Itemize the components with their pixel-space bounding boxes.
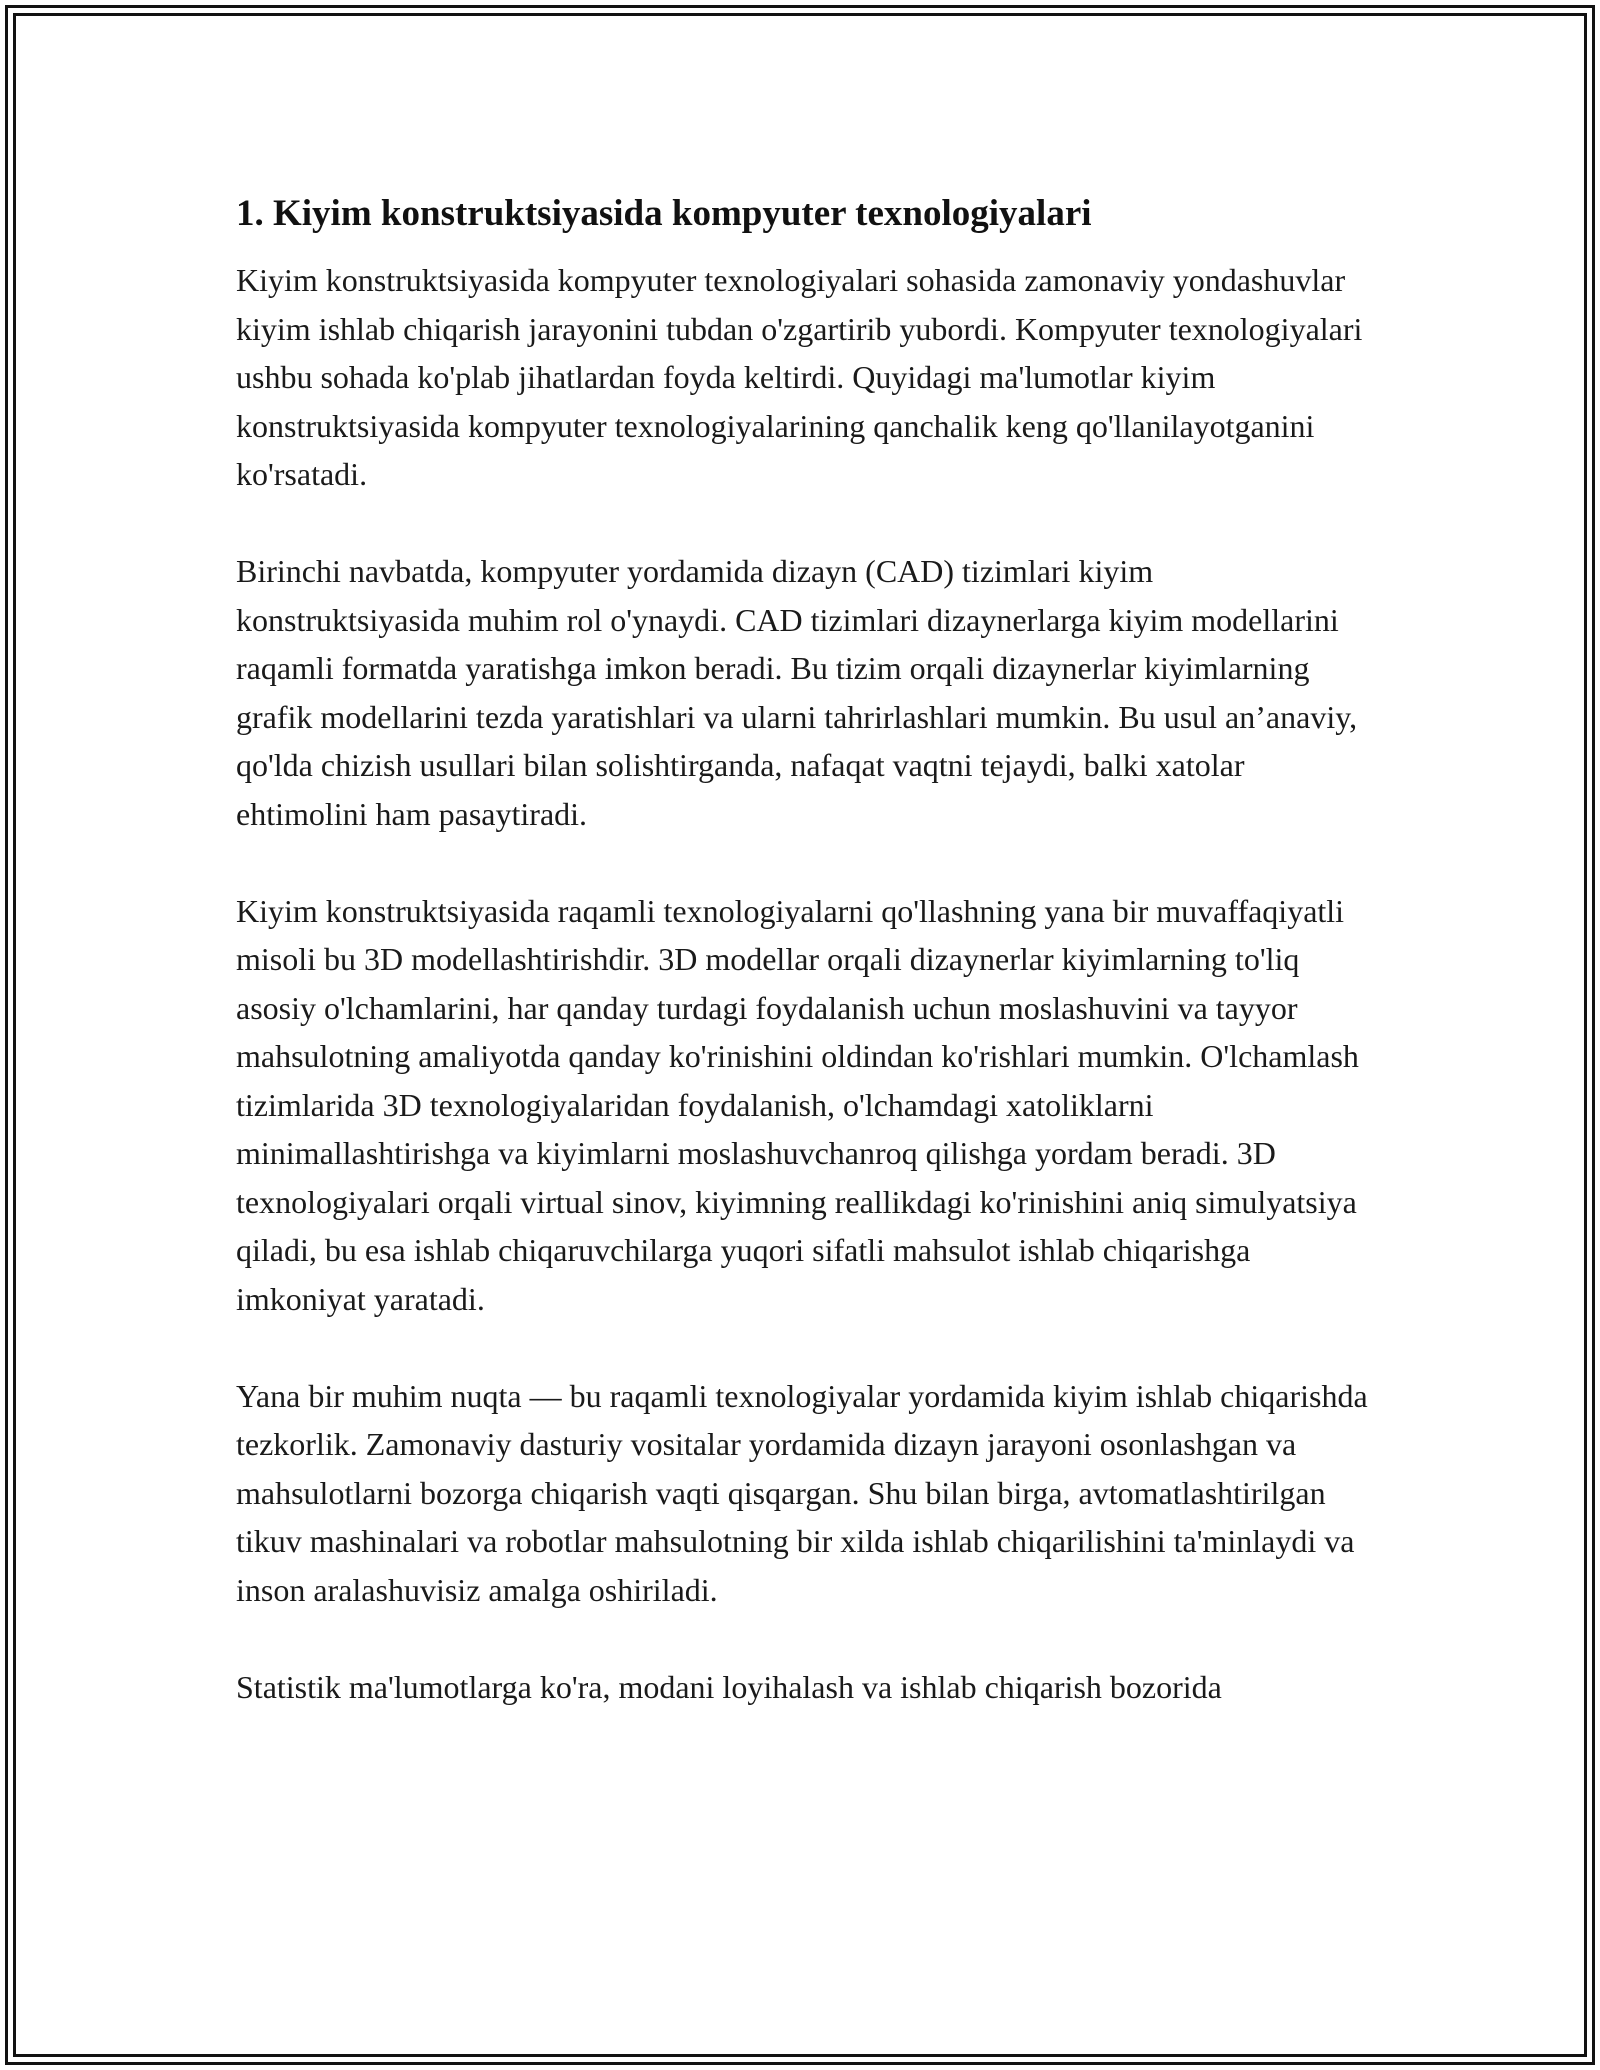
paragraph-3d-modeling: Kiyim konstruktsiyasida raqamli texnologiyalarni qo'llashning yana bir muvaffaqiyatli misoli bu 3D modellashtirishdir. 3D modellar orqali dizaynerlar kiyimlarning to'liq asosiy o'lchamlarini, har qanday turdagi foydalanish uchun moslashuvini va tayyor mahsulotning amaliyotda qanday ko'rinishini oldindan ko'rishlari mumkin. O'lchamlash tizimlarida 3D texnologiyalaridan foydalanish, o'lchamdagi xatoliklarni minimallashtirishga va kiyimlarni moslashuvchanroq qilishga yordam beradi. 3D texnologiyalari orqali virtual sinov, kiyimning reallikdagi ko'rinishini aniq simulyatsiya qiladi, bu esa ishlab chiqaruvchilarga yuqori sifatli mahsulot ishlab chiqarishga imkoniyat yaratadi. bbox=[236, 892, 1359, 1317]
paragraph-speed: Yana bir muhim nuqta — bu raqamli texnologiyalar yordamida kiyim ishlab chiqarishda tezkorlik. Zamonaviy dasturiy vositalar yordamida dizayn jarayoni osonlashgan va mahsulotlarni bozorga chiqarish vaqti qisqargan. Shu bilan birga, avtomatlashtirilgan tikuv mashinalari va robotlar mahsulotning bir xilda ishlab chiqarilishini ta'minlaydi va inson aralashuvisiz amalga oshiriladi. bbox=[236, 1377, 1368, 1608]
section-heading: 1. Kiyim konstruktsiyasida kompyuter texnologiyalari bbox=[236, 193, 1092, 234]
paragraph-cad: Birinchi navbatda, kompyuter yordamida dizayn (CAD) tizimlari kiyim konstruktsiyasida muhim rol o'ynaydi. CAD tizimlari dizaynerlarga kiyim modellarini raqamli formatda yaratishga imkon beradi. Bu tizim orqali dizaynerlar kiyimlarning grafik modellarini tezda yaratishlari va ularni tahrirlashlari mumkin. Bu usul an’anaviy, qo'lda chizish usullari bilan solishtirganda, nafaqat vaqtni tejaydi, balki xatolar ehtimolini ham pasaytiradi. bbox=[236, 553, 1358, 832]
paragraph-statistics: Statistik ma'lumotlarga ko'ra, modani loyihalash va ishlab chiqarish bozorida bbox=[236, 1668, 1222, 1705]
document-body bbox=[236, 184, 1376, 1711]
paragraph-intro: Kiyim konstruktsiyasida kompyuter texnologiyalari sohasida zamonaviy yondashuvlar kiyim ishlab chiqarish jarayonini tubdan o'zgartirib yubordi. Kompyuter texnologiyalari ushbu sohada ko'plab jihatlardan foyda keltirdi. Quyidagi ma'lumotlar kiyim konstruktsiyasida kompyuter texnologiyalarining qanchalik keng qo'llanilayotganini ko'rsatadi. bbox=[236, 262, 1363, 492]
